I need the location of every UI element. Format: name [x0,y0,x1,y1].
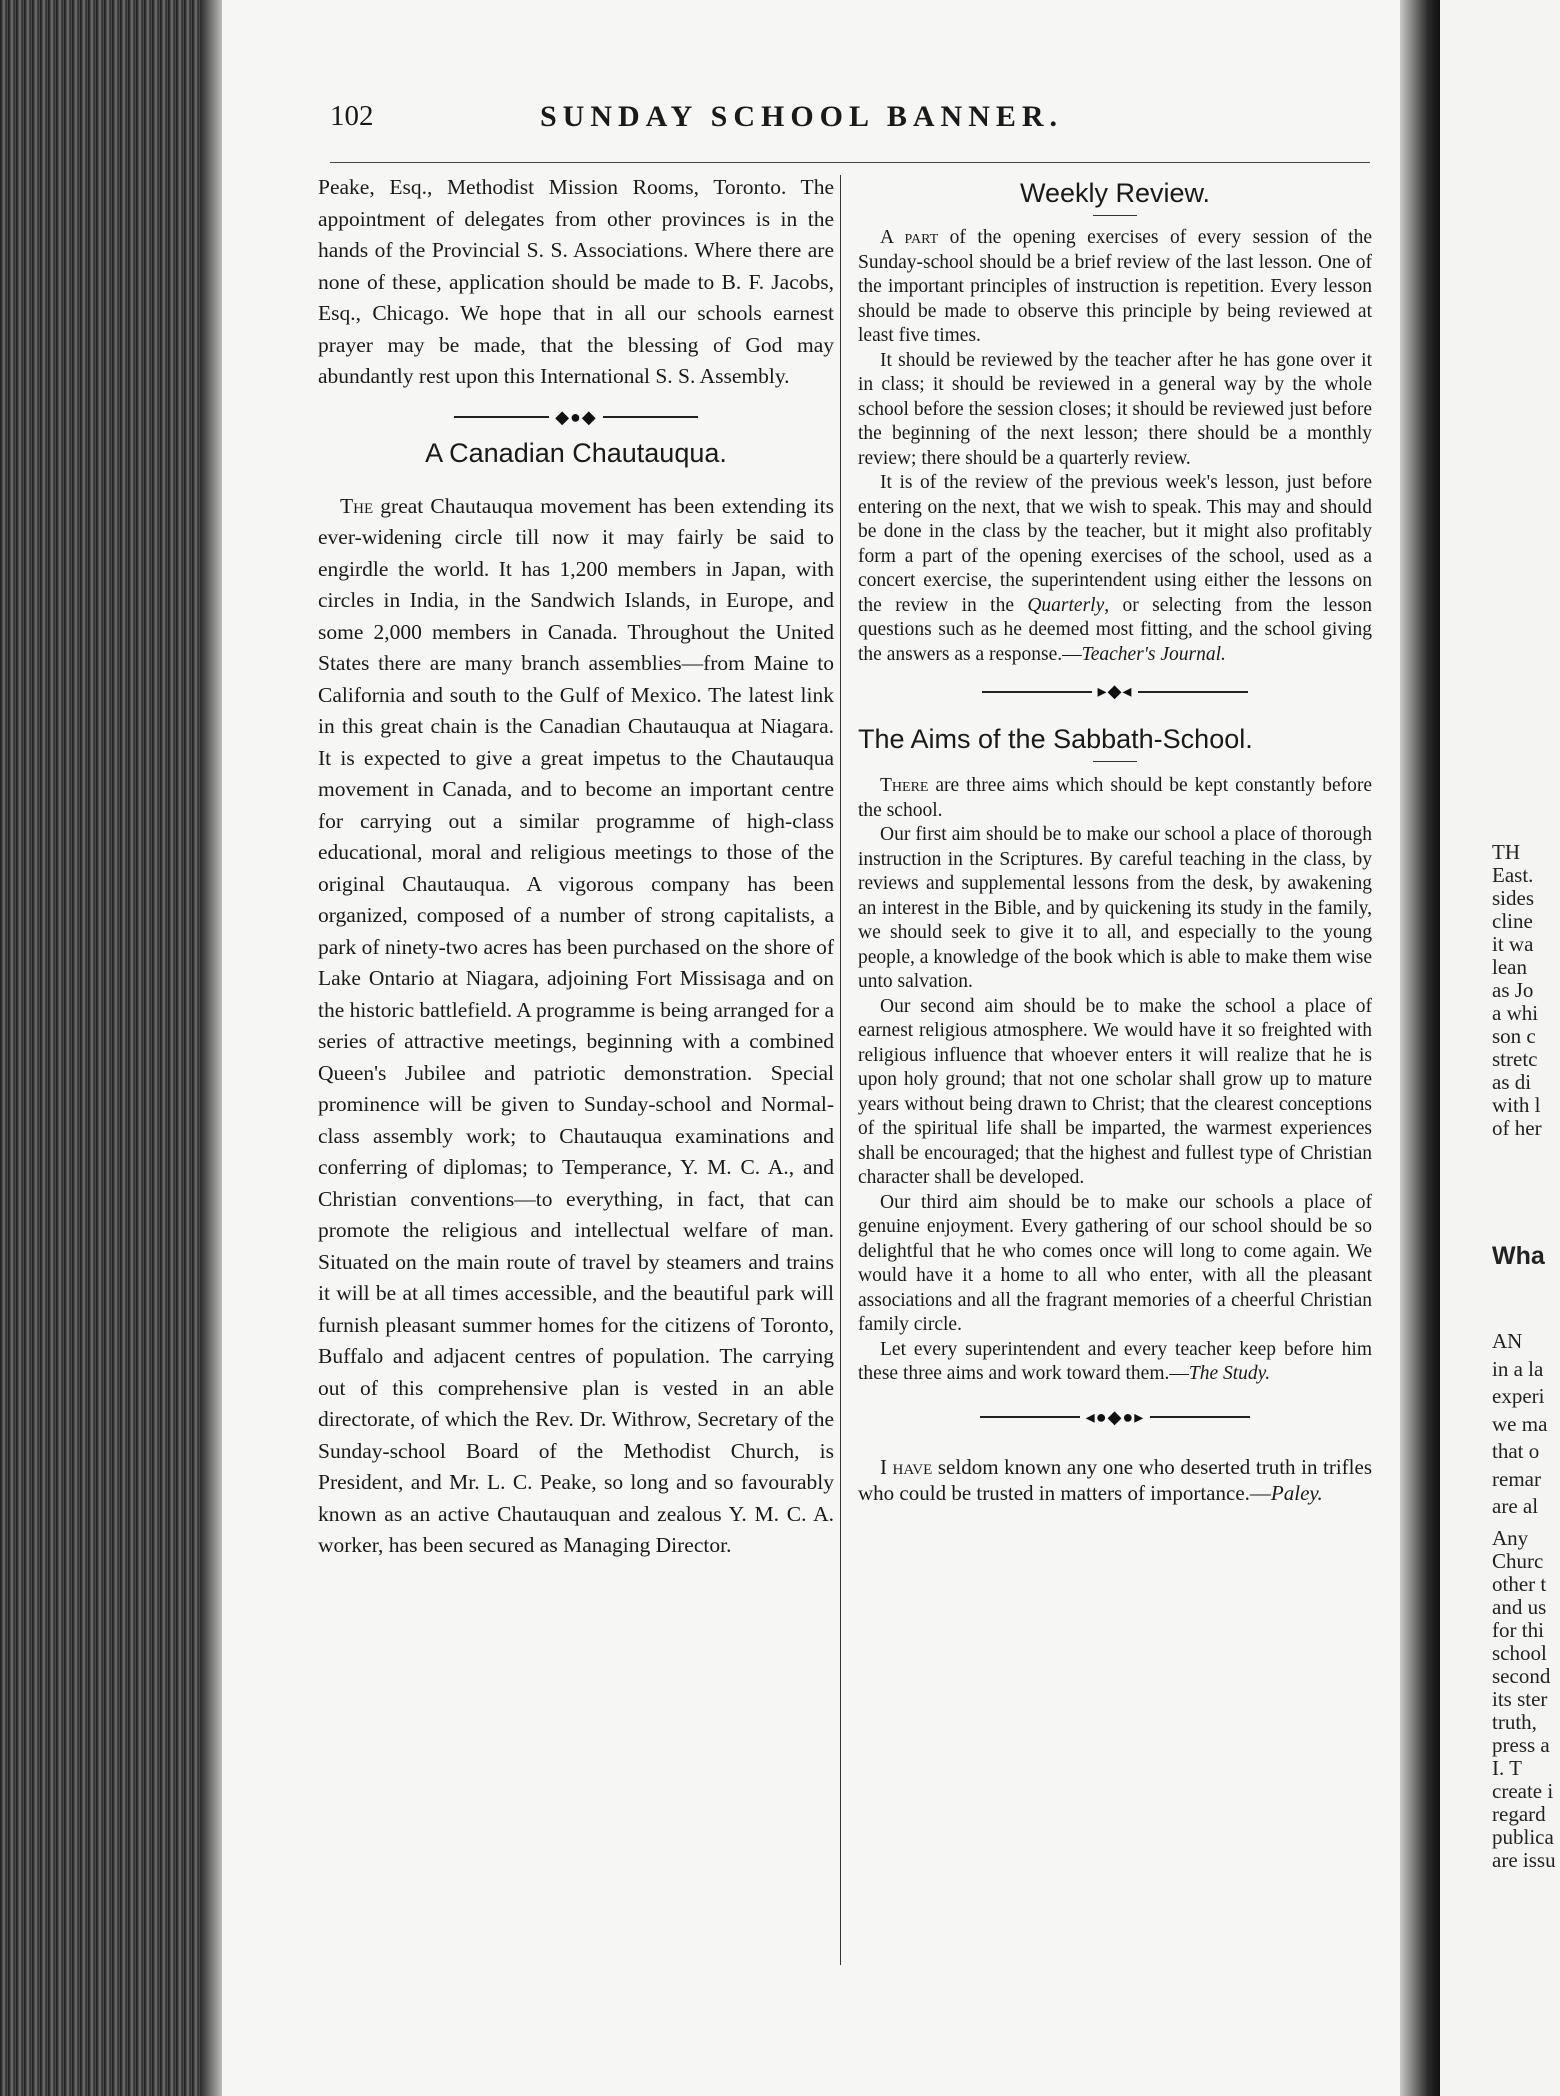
next-page-line: its ster [1492,1687,1548,1711]
next-page-line: remar [1492,1466,1541,1491]
next-page-line: I. T [1492,1756,1522,1780]
next-page-line: sides [1492,886,1534,910]
review-paragraph-3 [858,471,1372,667]
ornament-glyph-3: ◂●◆●▸ [1085,1406,1145,1427]
review-p1-text: of the opening exercises of every session of the Sunday-school should be a brief review of the last lesson. One of the important principles of instruction is repetition. Every lesson should be made to observe this principle by being reviewed at least five times. [858,227,1372,346]
review-p3-text-a: It is of the review of the previous week's lesson, just before entering on the next, that we wish to speak. This may and should be done in the class by the teacher, but it might also profitably form a part of the opening exercises of the school, used as a concert exercise, the superintendent using either the lessons on the review in the [858,472,1372,616]
aims-p1-text: are three aims which should be kept constantly before the school. [858,775,1372,821]
next-page-line: other t [1492,1572,1547,1596]
aims-paragraph-3: Our second aim should be to make the school a place of earnest religious atmosphere. We would have it so freighted with religious influence that whoever enters it will realize that he is upon holy ground; that not one scholar shall grow up to mature years without being drawn to Christ; that the clearest conceptions of the spiritual life shall be imparted, the warmest experiences shall be encouraged; that the highest and fullest type of Christian character shall be developed. [858,995,1372,1188]
next-page-line: and us [1492,1595,1547,1619]
aims-paragraph-2: Our first aim should be to make our school a place of thorough instruction in the Scriptures. By careful teaching in the class, by reviews and supplemental lessons from the desk, by awakening an interest in the Bible, and by quickening its study in the family, we should seek to give it to all, and especially to the young people, a knowledge of the book which is able to make them wise unto salvation. [858,824,1372,992]
next-page-line: lean [1492,955,1527,979]
article-title-aims: The Aims of the Sabbath-School. [858,724,1253,754]
next-page-line: press a [1492,1733,1550,1757]
review-paragraph-2: It should be reviewed by the teacher after he has gone over it in class; it should be reviewed in a general way by the whole school before the session closes; it should be reviewed just before the beginning of the next lesson; there should be a monthly review; there should be a quarterly review. [858,349,1372,469]
column-divider [840,175,841,1965]
next-page-line: son c [1492,1024,1536,1048]
ornament-glyph: ◆●◆ [555,406,597,427]
article-body-chautauqua [318,491,834,1562]
article-title-chautauqua: A Canadian Chautauqua. [425,437,727,468]
aims-p5-text: Let every superintendent and every teacher keep before him these three aims and work toward them.— [858,1338,1372,1384]
aims-paragraph-5 [858,1338,1372,1387]
review-quarterly: Quarterly [1027,594,1105,616]
aims-paragraph-1 [858,774,1372,823]
next-page-line: for thi [1492,1618,1544,1642]
ornament-glyph-2: ▸◆◂ [1097,681,1133,701]
next-page-line: as di [1492,1070,1532,1094]
next-page-line: in a la [1492,1356,1544,1381]
next-page-line: East. [1492,863,1534,887]
next-page-line: school [1492,1641,1547,1665]
next-page-line: stretc [1492,1047,1538,1071]
next-page-heading: Wha [1492,1242,1545,1270]
next-page-line: as Jo [1492,978,1534,1002]
article-body-text: great Chautauqua movement has been extending its ever-widening circle till now it may fairly be said to engirdle the world. It has 1,200 members in Japan, with circles in India, in the Sandwich Islands, in Europe, and some 2,000 members in Canada. Throughout the United States there are many branch assemblies—from Maine to California and south to the Gulf of Mexico. The latest link in this great chain is the Canadian Chautauqua at Niagara. It is expected to give a great impetus to the Chautauqua movement in Canada, and to become an important centre for carrying out a similar programme of high-class educational, moral and religious meetings to those of the original Chautauqua. A vigorous company has been organized, composed of a number of strong capitalists, a park of ninety-two acres has been purchased on the shore of Lake Ontario at Niagara, adjoining Fort Missisaga and on the historic battlefield. A programme is being arranged for a series of attractive meetings, beginning with a combined Queen's Jubilee and patriotic demonstration. Special prominence will be given to Sunday-school and Normal-class assembly work; to Chautauqua examinations and conferring of diplomas; to Temperance, Y. M. C. A., and Christian conventions—to everything, in fact, that can promote the religious and intellectual welfare of man. Situated on the main route of travel by steamers and trains it will be at all times accessible, and the beautiful park will furnish pleasant summer homes for the citizens of Toronto, Buffalo and adjacent centres of population. The carrying out of this comprehensive plan is vested in an able directorate, of which the Rev. Dr. Withrow, Secretary of the Sunday-school Board of the Methodist Church, is President, and Mr. L. C. Peake, so long and so favourably known as an active Chautauquan and zealous Y. M. C. A. worker, has been secured as Managing Director. [318,493,834,1557]
next-page-line: experi [1492,1384,1545,1408]
next-page-line: that o [1492,1439,1540,1463]
next-page-line: Churc [1492,1549,1544,1573]
next-page-line: are issu [1492,1848,1556,1872]
page-gutter [1400,0,1440,2096]
next-page-line: a whi [1492,1001,1539,1025]
section-ornament-3 [858,1407,1372,1428]
binding-shadow [200,0,222,2096]
next-page-line: Any [1492,1526,1529,1550]
header-rule [330,162,1370,163]
intro-paragraph: Peake, Esq., Methodist Mission Rooms, Toronto. The appointment of delegates from other provinces is in the hands of the Provincial S. S. Associations. Where there are none of these, application should be made to B. F. Jacobs, Esq., Chicago. We hope that in all our schools earnest prayer may be made, that the blessing of God may abundantly rest upon this International S. S. Assembly. [318,175,834,388]
paley-quote [858,1454,1372,1506]
running-head [330,100,1360,140]
section-ornament-2 [858,681,1372,702]
section-ornament [318,407,834,428]
quote-source: Paley. [1270,1480,1323,1505]
review-paragraph-1 [858,226,1372,349]
review-lead-word: A part [880,227,939,248]
title-rule-2 [1093,761,1137,762]
running-title: SUNDAY SCHOOL BANNER. [540,100,1064,133]
left-column [318,172,834,1562]
article-title-weekly-review: Weekly Review. [1019,178,1211,208]
next-page-line: regard [1492,1802,1546,1826]
next-page-line: are al [1492,1494,1539,1518]
aims-lead-word: There [880,775,929,796]
next-page-edge [1440,0,1560,2096]
next-page-line: publica [1492,1825,1554,1849]
next-page-line: we ma [1492,1411,1548,1436]
aims-paragraph-4: Our third aim should be to make our schools a place of genuine enjoyment. Every gathering of our school should be so delightful that he who comes once will long to come again. We would have it a home to all who enter, with all the pleasant associations and all the fragrant memories of a cheerful Christian family circle. [858,1191,1372,1335]
next-page-line: it wa [1492,932,1534,956]
page-number: 102 [330,100,374,132]
next-page-line: second [1492,1664,1551,1688]
next-page-line: AN [1492,1329,1523,1353]
quote-text: seldom known any one who deserted truth in trifles who could be trusted in matters of importance.— [858,1454,1372,1505]
next-page-line: TH [1492,840,1520,864]
title-rule [1093,215,1137,216]
article-lead-word: The [340,493,374,518]
next-page-line: truth, [1492,1710,1537,1734]
book-binding [0,0,200,2096]
next-page-line: cline [1492,909,1533,933]
quote-lead-word: I have [880,1454,933,1479]
right-column [858,172,1372,1506]
next-page-line: with l [1492,1093,1541,1117]
review-source: Teacher's Journal. [1081,643,1226,665]
review-p3-text-b: , or selecting from the lesson questions such as he deemed most fitting, and the school giving the answers as a response.— [858,594,1372,665]
next-page-line: of her [1492,1116,1542,1140]
next-page-line: create i [1492,1779,1554,1803]
aims-source: The Study. [1188,1363,1271,1384]
